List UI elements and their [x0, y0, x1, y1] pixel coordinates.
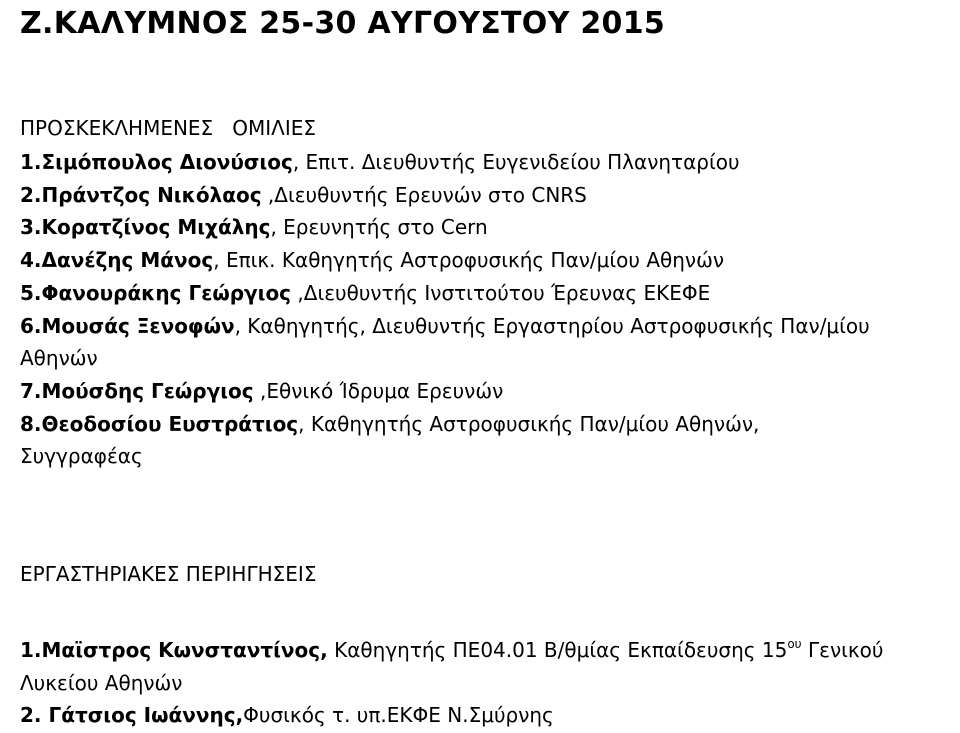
list-item — [20, 179, 945, 212]
speaker-role: , Επιτ. Διευθυντής Ευγενιδείου Πλανηταρίου — [292, 150, 740, 174]
guide-role-end: Γενικού — [801, 638, 884, 662]
speaker-role-continued: Αθηνών — [20, 346, 98, 371]
list-item — [20, 146, 945, 179]
list-item — [20, 375, 945, 408]
speaker-number: 4. — [20, 248, 42, 273]
speaker-role: , Καθηγητής, Διευθυντής Εργαστηρίου Αστροφυσικής Παν/μίου — [234, 313, 870, 338]
list-item — [20, 211, 945, 244]
speaker-role-continued: Συγγραφέας — [20, 444, 143, 469]
speaker-role: ,Εθνικό Ίδρυμα Ερευνών — [253, 378, 504, 403]
speaker-name: Δανέζης Μάνος — [41, 248, 214, 273]
speaker-name: Μούσδης Γεώργιος — [41, 378, 254, 403]
speaker-role: ,Διευθυντής Ινστιτούτου Έρευνας ΕΚΕΦΕ — [291, 280, 711, 305]
list-item — [20, 699, 945, 732]
list-item — [20, 408, 945, 473]
speaker-number: 3. — [20, 215, 42, 240]
invited-speakers-heading: ΠΡΟΣΚΕΚΛΗΜΕΝΕΣ ΟΜΙΛΙΕΣ — [20, 116, 317, 140]
list-item — [20, 244, 945, 277]
speaker-number: 1. — [20, 150, 42, 174]
speaker-name: Μουσάς Ξενοφών — [41, 313, 235, 338]
speaker-number: 7. — [20, 378, 42, 403]
speaker-name: Σιμόπουλος Διονύσιος — [41, 150, 293, 174]
speaker-name: Πράντζος Νικόλαος — [41, 182, 262, 207]
speaker-number: 6. — [20, 313, 42, 338]
lab-tours-list — [20, 634, 945, 732]
ordinal-superscript: ου — [787, 637, 802, 651]
guide-number: 1. — [20, 638, 42, 662]
speaker-number: 2. — [20, 182, 42, 207]
list-item — [20, 277, 945, 310]
speaker-name: Φανουράκης Γεώργιος — [41, 280, 292, 305]
invited-speakers-list — [20, 146, 945, 473]
speaker-number: 5. — [20, 280, 42, 305]
speaker-role: , Επικ. Καθηγητής Αστροφυσικής Παν/μίου Αθηνών — [213, 248, 725, 273]
speaker-name: Κορατζίνος Μιχάλης — [41, 215, 271, 240]
guide-name: Μαϊστρος Κωνσταντίνος, — [41, 638, 328, 662]
guide-role: Φυσικός τ. υπ.ΕΚΦΕ Ν.Σμύρνης — [243, 703, 554, 728]
speaker-number: 8. — [20, 411, 42, 436]
list-item — [20, 310, 945, 375]
speaker-role: ,Διευθυντής Ερευνών στο CNRS — [261, 182, 587, 207]
guide-role-continued: Λυκείου Αθηνών — [20, 670, 183, 695]
list-item — [20, 634, 945, 699]
speaker-role: , Ερευνητής στο Cern — [270, 215, 488, 240]
guide-name: Γάτσιος Ιωάννης, — [48, 703, 244, 728]
guide-number: 2. — [20, 703, 49, 728]
page-title: Ζ.ΚΑΛΥΜΝΟΣ 25-30 ΑΥΓΟΥΣΤΟΥ 2015 — [20, 6, 666, 41]
speaker-role: , Καθηγητής Αστροφυσικής Παν/μίου Αθηνών, — [298, 411, 760, 436]
speaker-name: Θεοδοσίου Ευστράτιος — [41, 411, 299, 436]
guide-role: Καθηγητής ΠΕ04.01 Β/θμίας Εκπαίδευσης 15 — [327, 638, 788, 662]
lab-tours-heading: ΕΡΓΑΣΤΗΡΙΑΚΕΣ ΠΕΡΙΗΓΗΣΕΙΣ — [20, 562, 317, 586]
